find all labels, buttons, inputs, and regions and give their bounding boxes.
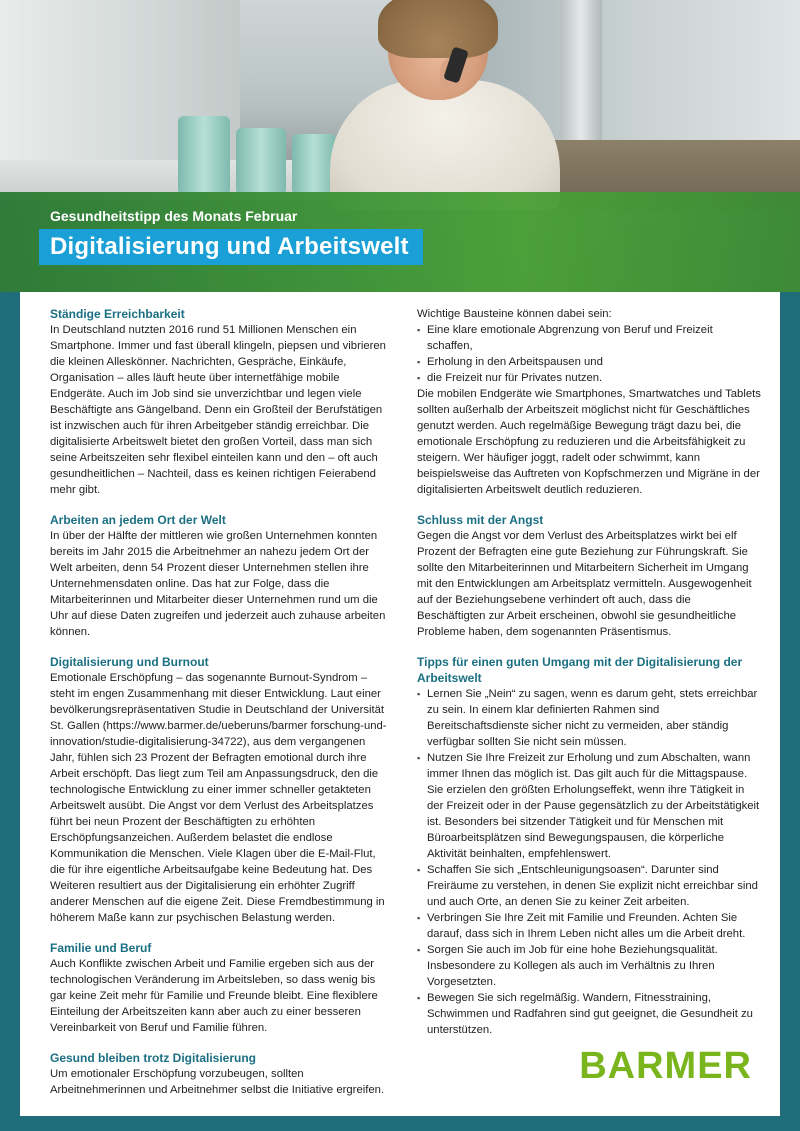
header-kicker: Gesundheitstipp des Monats Februar: [50, 208, 298, 224]
photo-canister: [236, 128, 286, 192]
section-text: Emotionale Erschöpfung – das sogenannte Burnout-Syndrom – steht im engen Zusammenhang mit dieser Entwicklung. Laut einer bevölkerungsrepräsentativen Studie in Deutschland der Universität St. Gallen (https://www.barmer.de/ueberuns/barmer forschung-und-innovation/studie-digitalisierung-34722), aus dem vergangenen Jahr, fühlen sich 23 Prozent der Befragten emotional durch ihre Arbeit erschöpft. Das liegt zum Teil am Anpassungsdruck, den die technologische Entwicklung zu einer immer schneller getakteten Arbeitswelt ausübt. Die Angst vor dem Verlust des Arbeitsplatzes führt bei neun Prozent der Beschäftigten zu erhöhten Erschöpfungsanzeichen. Außerdem belastet die endlose Kommunikation die Menschen. Viele Klagen über die E-Mail-Flut, die für ihre eigentliche Arbeitsaufgabe keine Bedeutung hat. Des Weiteren resultiert aus der Digitalisierung ein erhöhter Zugriff anderer Menschen auf die eigene Zeit. Diese Fremdbestimmung in höherem Maße kann zur psychischen Belastung werden.: [50, 672, 387, 924]
tips-list: [417, 686, 761, 1038]
section-text: Die mobilen Endgeräte wie Smartphones, Smartwatches und Tablets sollten außerhalb der Arbeitszeit möglichst nicht für Geschäftliches genutzt werden. Auch regelmäßige Bewegung trägt dazu bei, die emotionale Erschöpfung zu reduzieren und die Arbeitsfähigkeit zu steigern. Wer häufiger joggt, radelt oder schwimmt, kann beispielsweise das Auftreten von Kopfschmerzen und Migräne in der digitalisierten Arbeitswelt deutlich reduzieren.: [417, 388, 761, 496]
page-title: Digitalisierung und Arbeitswelt: [50, 233, 409, 260]
section-heading: Schluss mit der Angst: [417, 513, 544, 527]
bausteine-intro: Wichtige Bausteine können dabei sein:: [417, 308, 612, 320]
list-item: ▪ Schaffen Sie sich „Entschleunigungsoasen“. Darunter sind Freiräume zu verstehen, in denen Sie explizit nicht erreichbar sind und auch Orte, an denen Sie zu keiner Zeit arbeiten.: [417, 862, 761, 910]
list-item: ▪ Erholung in den Arbeitspausen und: [417, 354, 761, 370]
right-column: [417, 306, 761, 1038]
photo-person-hair: [378, 0, 498, 58]
left-column: [50, 306, 390, 1098]
section-heading: Ständige Erreichbarkeit: [50, 307, 185, 321]
section-heading: Digitalisierung und Burnout: [50, 655, 209, 669]
list-item: ▪ Verbringen Sie Ihre Zeit mit Familie und Freunden. Achten Sie darauf, dass sich in Ihrem Leben nicht alles um die Arbeit dreht.: [417, 910, 761, 942]
section-heading: Tipps für einen guten Umgang mit der Digitalisierung der Arbeitswelt: [417, 655, 743, 685]
section-heading: Arbeiten an jedem Ort der Welt: [50, 513, 226, 527]
list-item: ▪ Bewegen Sie sich regelmäßig. Wandern, Fitnesstraining, Schwimmen und Radfahren sind gut geeignet, die Gesundheit zu unterstützen.: [417, 990, 761, 1038]
photo-canister: [178, 116, 230, 192]
list-item: ▪ Sorgen Sie auch im Job für eine hohe Beziehungsqualität. Insbesondere zu Kollegen als auch im Verhältnis zu Ihren Vorgesetzten.: [417, 942, 761, 990]
list-item: ▪ die Freizeit nur für Privates nutzen.: [417, 370, 761, 386]
list-item: ▪ Lernen Sie „Nein“ zu sagen, wenn es darum geht, stets erreichbar zu sein. In einem klar definierten Rahmen sind Bereitschaftsdienste sicher nicht zu vermeiden, aber ständig verfügbar sollten Sie nicht sein müssen.: [417, 686, 761, 750]
barmer-logo: BARMER: [579, 1045, 752, 1087]
section-text: In über der Hälfte der mittleren wie großen Unternehmen konnten bereits im Jahr 2015 die Arbeitnehmer an nahezu jedem Ort der Welt arbeiten, denn 54 Prozent dieser Unternehmen stellen ihre Unternehmensdaten online. Das hat zur Folge, dass die Mitarbeiterinnen und Mitarbeiter dieser Unternehmen rund um die Uhr auf diese Daten zugreifen und jederzeit auch zuhause arbeiten können.: [50, 530, 386, 638]
section-text: In Deutschland nutzten 2016 rund 51 Millionen Menschen ein Smartphone. Immer und fast überall klingeln, piepsen und vibrieren die kleinen Alleskönner. Nachrichten, Gespräche, Einkäufe, Organisation – alles läuft heute über internetfähige mobile Endgeräte. Auch im Job sind sie unverzichtbar und legen viele Beschäftigte ans Gängelband. Denn ein Großteil der Berufstätigen ist inzwischen auch für ihren Arbeitgeber ständig erreichbar. Die digitalisierte Arbeitswelt bietet den großen Vorteil, dass man sich seine Arbeitszeiten sehr flexibel einteilen kann und den – oft auch gesundheitlichen – Nachteil, dass es keinen richtigen Feierabend mehr gibt.: [50, 324, 386, 496]
section-heading: Gesund bleiben trotz Digitalisierung: [50, 1051, 257, 1065]
section-text: Um emotionaler Erschöpfung vorzubeugen, sollten Arbeitnehmerinnen und Arbeitnehmer selbst die Initiative ergreifen.: [50, 1068, 385, 1096]
list-item: ▪ Eine klare emotionale Abgrenzung von Beruf und Freizeit schaffen,: [417, 322, 761, 354]
title-box: [39, 229, 423, 265]
section-text: Auch Konflikte zwischen Arbeit und Familie ergeben sich aus der technologischen Veränderung im Arbeitsleben, so dass wenig bis gar keine Zeit mehr für Familie und Freunde bleibt. Eine flexiblere Einteilung der Arbeitszeiten kann aber auch zu einer besseren Vereinbarkeit von Beruf und Familie führen.: [50, 958, 378, 1034]
bausteine-list: [417, 322, 761, 386]
section-heading: Familie und Beruf: [50, 941, 152, 955]
content-page: [20, 292, 780, 1116]
section-text: Gegen die Angst vor dem Verlust des Arbeitsplatzes wirkt bei elf Prozent der Befragten eine gute Beziehung zur Führungskraft. Sie sollte den Mitarbeiterinnen und Mitarbeitern Sicherheit im Umgang mit den Entwicklungen am Arbeitsplatz vermitteln. Ausgewogenheit auf der Beziehungsebene verhindert oft auch, dass die Beschäftigten zur Arbeit erscheinen, obwohl sie gesundheitliche Probleme haben, dem sogenannten Präsentismus.: [417, 530, 752, 638]
list-item: ▪ Nutzen Sie Ihre Freizeit zur Erholung und zum Abschalten, wann immer Ihnen das möglich ist. Das gilt auch für die Mittagspause. Sie erzielen den größten Erholungseffekt, wenn ihre Tätigkeit in der Freizeit oder in der Pause gegensätzlich zu der Arbeitstätigkeit ist. Besonders bei sitzender Tätigkeit und für Menschen mit Büroarbeitsplätzen sind Bewegungspausen, die körperliche Aktivität beinhalten, empfehlenswert.: [417, 750, 761, 862]
